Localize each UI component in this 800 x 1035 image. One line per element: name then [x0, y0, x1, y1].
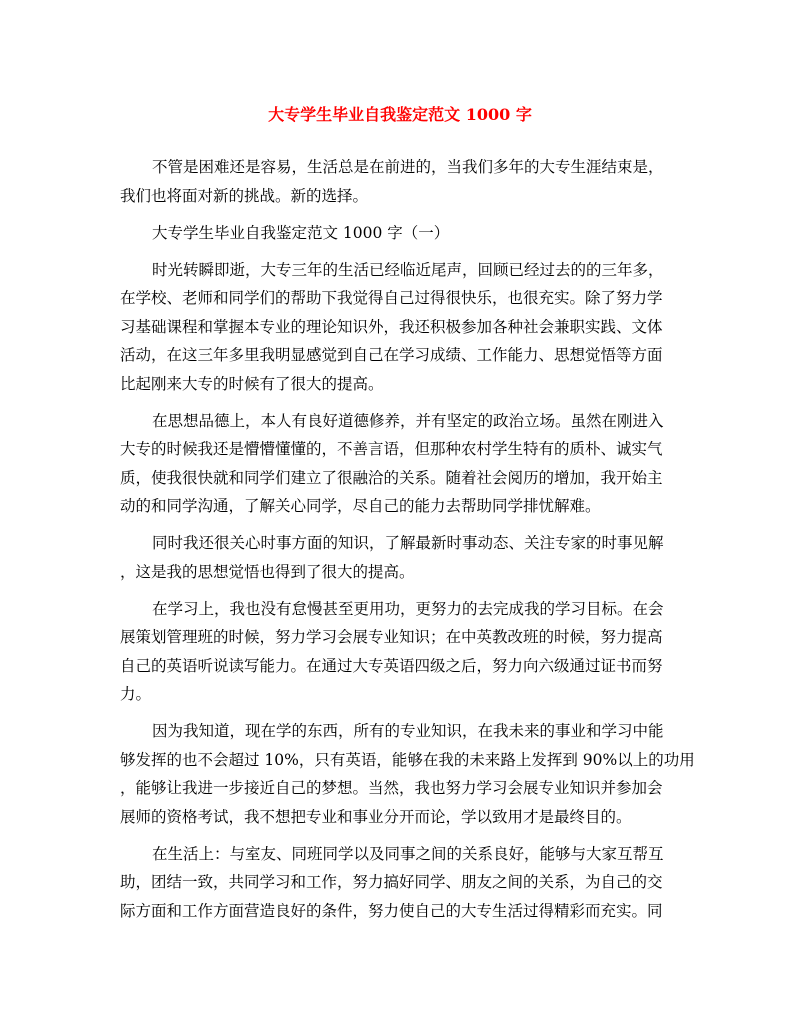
paragraph-line: 在学习上，我也没有怠慢甚至更用功，更努力的去完成我的学习目标。在会 — [152, 599, 664, 618]
paragraph-line: 活动，在这三年多里我明显感觉到自己在学习成绩、工作能力、思想觉悟等方面 — [120, 346, 663, 364]
paragraph-line: 大专的时候我还是懵懵懂懂的，不善言语，但那种农村学生特有的质朴、诚实气 — [120, 440, 663, 458]
paragraph — [120, 717, 695, 831]
paragraph-line: ，能够让我进一步接近自己的梦想。当然，我也努力学习会展专业知识并参加会 — [120, 779, 663, 797]
paragraph — [120, 407, 680, 521]
paragraph-line: 在思想品德上，本人有良好道德修养，并有坚定的政治立场。虽然在刚进入 — [152, 411, 664, 430]
paragraph-line: 展师的资格考试，我不想把专业和事业分开而论，学以致用才是最终目的。 — [120, 807, 632, 826]
paragraph — [120, 595, 680, 709]
section-heading — [120, 219, 680, 248]
paragraph-line: 质，使我很快就和同学们建立了很融洽的关系。随着社会阅历的增加，我开始主 — [120, 468, 663, 487]
paragraph-line: 在生活上：与室友、同班同学以及同事之间的关系良好，能够与大家互帮互 — [152, 844, 664, 863]
paragraph-line: 时光转瞬即逝，大专三年的生活已经临近尾声，回顾已经过去的的三年多， — [152, 260, 664, 279]
paragraph-line: 动的和同学沟通，了解关心同学，尽自己的能力去帮助同学排忧解难。 — [120, 497, 601, 515]
paragraph-line: ，这是我的思想觉悟也得到了很大的提高。 — [120, 562, 415, 581]
paragraph-line: 大专学生毕业自我鉴定范文 1000 字（一） — [152, 223, 450, 242]
paragraph-line: 力。 — [120, 685, 152, 703]
document-body — [120, 153, 695, 934]
paragraph-line: 同时我还很关心时事方面的知识，了解最新时事动态、关注专家的时事见解 — [152, 534, 664, 552]
paragraph-line: 够发挥的也不会超过 10%，只有英语，能够在我的未来路上发挥到 90%以上的功用 — [120, 750, 695, 769]
paragraph-line: 习基础课程和掌握本专业的理论知识外，我还积极参加各种社会兼职实践、文体 — [120, 317, 663, 336]
paragraph-line: 在学校、老师和同学们的帮助下我觉得自己过得很快乐，也很充实。除了努力学 — [120, 289, 663, 307]
paragraph — [120, 529, 680, 586]
paragraph-line: 比起刚来大专的时候有了很大的提高。 — [120, 374, 384, 393]
paragraph-line: 际方面和工作方面营造良好的条件，努力使自己的大专生活过得精彩而充实。同 — [120, 901, 663, 920]
paragraph — [120, 256, 680, 399]
paragraph — [120, 153, 680, 210]
paragraph-line: 助，团结一致，共同学习和工作，努力搞好同学、朋友之间的关系，为自己的交 — [120, 873, 663, 891]
paragraph — [120, 840, 680, 926]
document-title: 大专学生毕业自我鉴定范文 1000 字 — [268, 105, 532, 124]
paragraph-line: 展策划管理班的时候，努力学习会展专业知识；在中英教改班的时候，努力提高 — [120, 628, 663, 646]
paragraph-line: 我们也将面对新的挑战。新的选择。 — [120, 186, 369, 205]
paragraph-line: 因为我知道，现在学的东西，所有的专业知识，在我未来的事业和学习中能 — [152, 722, 664, 740]
paragraph-line: 自己的英语听说读写能力。在通过大专英语四级之后，努力向六级通过证书而努 — [120, 656, 663, 675]
paragraph-line: 不管是困难还是容易，生活总是在前进的，当我们多年的大专生涯结束是， — [152, 158, 664, 176]
